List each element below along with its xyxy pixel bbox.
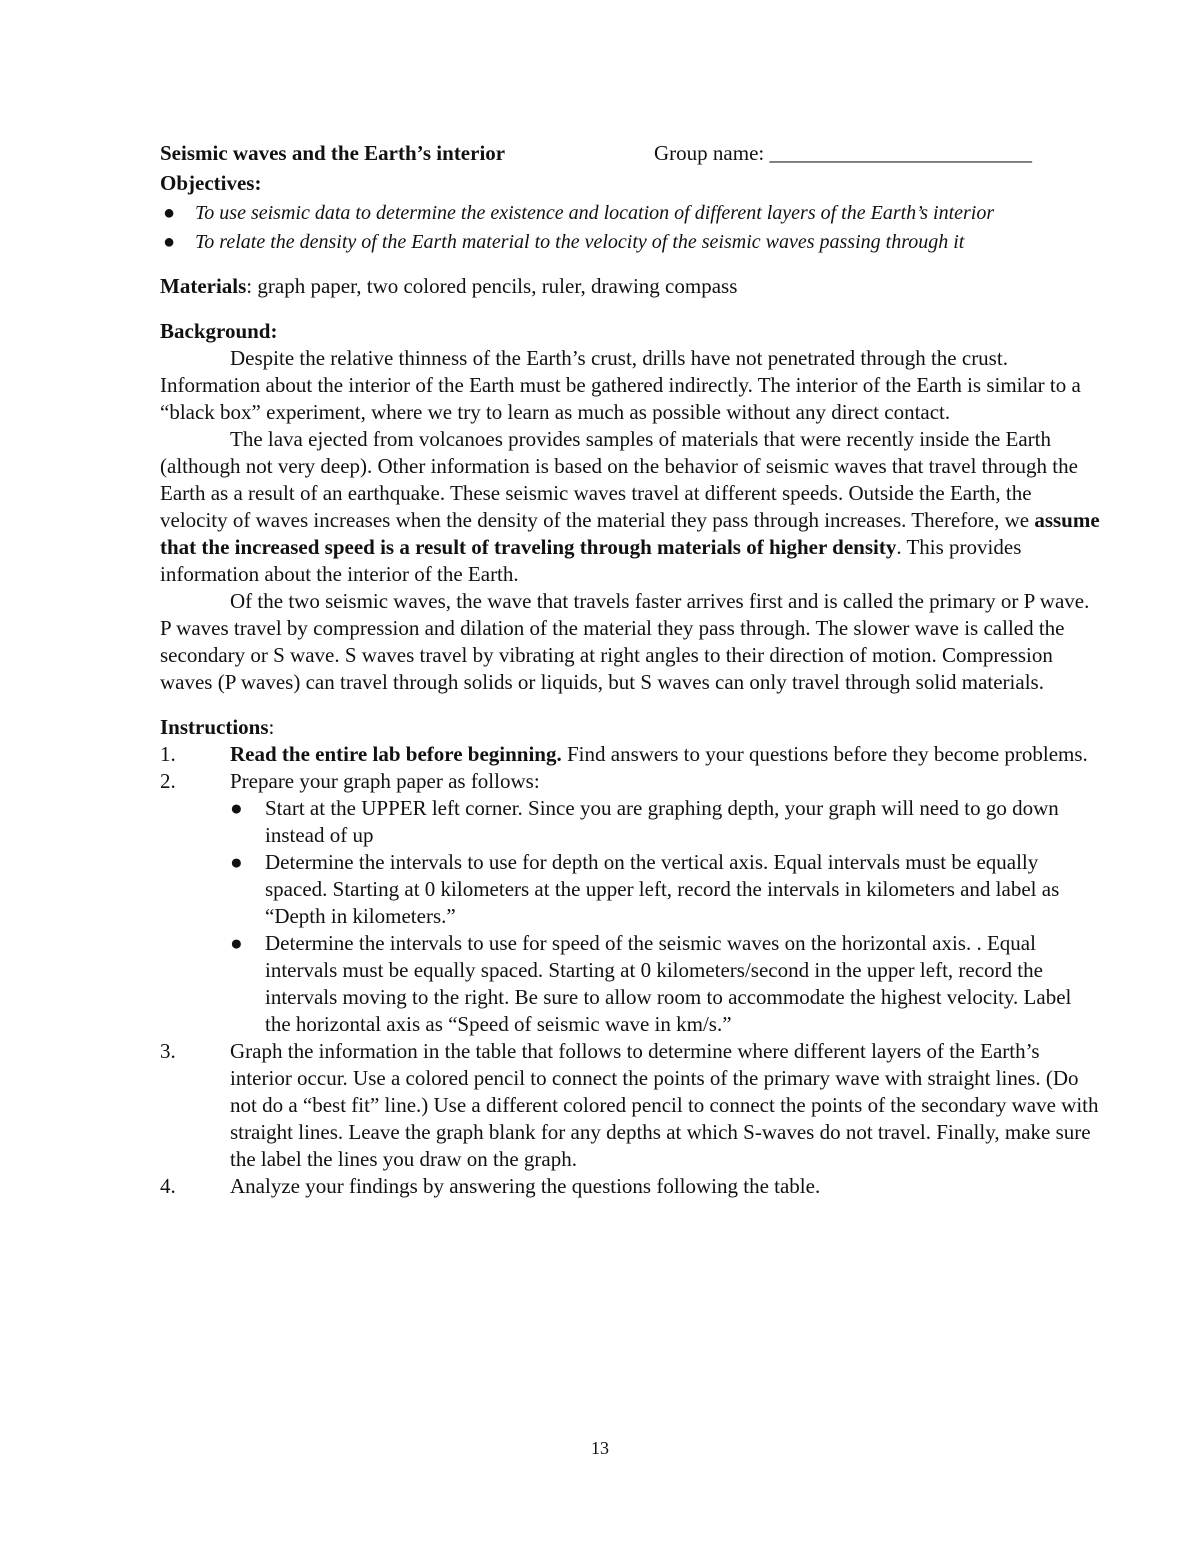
list-item [160,229,1100,255]
objective-text: To relate the density of the Earth material to the velocity of the seismic waves passing through it [195,231,965,253]
materials-line [160,273,1100,300]
background-paragraph-3: Of the two seismic waves, the wave that travels faster arrives first and is called the primary or P wave. P waves travel by compression and dilation of the material they pass through. The slower wave is called the secondary or S wave. S waves travel by vibrating at right angles to their direction of motion. Compression waves (P waves) can travel through solids or liquids, but S waves can only travel through solid materials. [160,589,1090,694]
paragraph-text: . This provides information about the interior of the Earth. [160,535,1022,586]
objectives-list [160,200,1100,255]
page-number: 13 [591,1438,609,1458]
step-text: Find answers to your questions before they become problems. [561,742,1088,766]
bullet-icon: ● [230,931,243,955]
instructions-label: Instructions [160,715,269,739]
step-number: 1. [160,742,176,766]
instructions-colon: : [268,715,275,739]
paragraph-text: The lava ejected from volcanoes provides samples of materials that were recently inside the Earth (although not very deep). Other information is based on the behavior of seismic waves that travel through the Earth as a result of an earthquake. These seismic waves travel at different speeds. Outside the Earth, the velocity of waves increases when the density of the material they pass through increases. Therefore, we [160,427,1078,532]
instructions-list [160,741,1100,1200]
list-item [160,768,1100,1038]
step-text: Prepare your graph paper as follows: [230,769,540,793]
step-number: 3. [160,1039,176,1063]
objectives-heading: Objectives: [160,171,262,195]
list-item [160,1038,1100,1173]
materials-label: Materials [160,274,247,298]
bullet-icon: ● [163,231,176,253]
bullet-icon: ● [163,202,176,224]
page-content [160,140,1100,1200]
list-item [160,1173,1100,1200]
list-item [160,200,1100,226]
step-text: Analyze your findings by answering the questions following the table. [230,1174,821,1198]
materials-text: : graph paper, two colored pencils, ruler, drawing compass [246,274,738,298]
bullet-text: Start at the UPPER left corner. Since you are graphing depth, your graph will need to go down instead of up [265,796,1059,847]
bullet-icon: ● [230,850,243,874]
background-paragraph-2 [160,426,1100,588]
list-item [230,849,1100,930]
bullet-icon: ● [230,796,243,820]
objective-text: To use seismic data to determine the existence and location of different layers of the Earth’s interior [195,202,995,224]
background-heading: Background: [160,319,278,343]
step-number: 2. [160,769,176,793]
list-item [160,741,1100,768]
bullet-text: Determine the intervals to use for speed of the seismic waves on the horizontal axis. . Equal intervals must be equally spaced. Starting at 0 kilometers/second in the upper left, record the intervals moving to the right. Be sure to allow room to accommodate the highest velocity. Label the horizontal axis as “Speed of seismic wave in km/s.” [265,931,1072,1036]
background-paragraph-1: Despite the relative thinness of the Earth’s crust, drills have not penetrated through the crust. Information about the interior of the Earth must be gathered indirectly. The interior of the Earth is similar to a “black box” experiment, where we try to learn as much as possible without any direct contact. [160,346,1081,424]
group-name-field: Group name: _________________________ [654,141,1032,165]
list-item [230,930,1100,1038]
instructions-heading [160,714,1100,741]
page-title: Seismic waves and the Earth’s interior [160,141,506,165]
step-text: Graph the information in the table that follows to determine where different layers of the Earth’s interior occur. Use a colored pencil to connect the points of the primary wave with straight lines. (Do not do a “best fit” line.) Use a different colored pencil to connect the points of the secondary wave with straight lines. Leave the graph blank for any depths at which S-waves do not travel. Finally, make sure the label the lines you draw on the graph. [230,1039,1099,1171]
step-number: 4. [160,1174,176,1198]
graph-setup-list [230,795,1100,1038]
bullet-text: Determine the intervals to use for depth on the vertical axis. Equal intervals must be equally spaced. Starting at 0 kilometers at the upper left, record the intervals in kilometers and label as “Depth in kilometers.” [265,850,1060,928]
list-item [230,795,1100,849]
emphasis-text: assume that the increased speed is a result of traveling through materials of higher density [160,508,1100,559]
step-emphasis: Read the entire lab before beginning. [230,742,562,766]
header-row [160,140,1100,170]
